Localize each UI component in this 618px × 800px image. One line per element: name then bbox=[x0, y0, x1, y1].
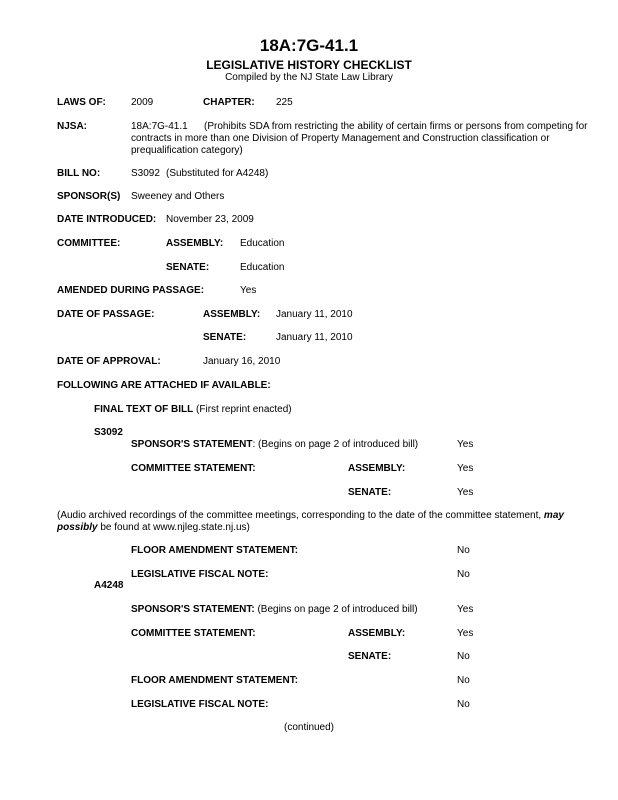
committee-assembly-value: Education bbox=[240, 238, 285, 249]
a4248-fiscal-note-label: LEGISLATIVE FISCAL NOTE: bbox=[131, 699, 269, 710]
date-introduced-label: DATE INTRODUCED: bbox=[57, 214, 157, 225]
audio-note bbox=[57, 510, 607, 534]
a4248-assembly-label: ASSEMBLY: bbox=[348, 628, 406, 639]
passage-assembly-value: January 11, 2010 bbox=[276, 309, 353, 320]
a4248-sponsor-statement-value: Yes bbox=[457, 604, 474, 615]
s3092-sponsor-statement-label: SPONSOR'S STATEMENT bbox=[131, 439, 253, 450]
njsa-description: (Prohibits SDA from restricting the ability of certain firms or persons from competing for contracts in more than one Division of Property Management and Construction classification or prequalification category) bbox=[131, 121, 588, 156]
date-of-passage-label: DATE OF PASSAGE: bbox=[57, 309, 155, 320]
a4248-sponsor-statement bbox=[131, 604, 418, 616]
page-subtitle: LEGISLATIVE HISTORY CHECKLIST bbox=[206, 58, 412, 72]
a4248-floor-amendment-label: FLOOR AMENDMENT STATEMENT: bbox=[131, 675, 299, 686]
audio-note-after: be found at www.njleg.state.nj.us) bbox=[97, 522, 250, 533]
date-of-approval-label: DATE OF APPROVAL: bbox=[57, 356, 161, 367]
page-title: 18A:7G-41.1 bbox=[259, 36, 359, 55]
s3092-senate-value: Yes bbox=[457, 487, 474, 498]
final-text-note: (First reprint enacted) bbox=[196, 404, 292, 415]
laws-of-value: 2009 bbox=[131, 97, 154, 108]
final-text-line bbox=[94, 404, 292, 416]
compiled-by: Compiled by the NJ State Law Library bbox=[225, 72, 393, 83]
a4248-senate-label: SENATE: bbox=[348, 651, 392, 662]
a4248-committee-statement-label: COMMITTEE STATEMENT: bbox=[131, 628, 256, 639]
a4248-sponsor-statement-label: SPONSOR'S STATEMENT: bbox=[131, 604, 255, 615]
s3092-floor-amendment-value: No bbox=[457, 545, 470, 556]
bill-no-note: (Substituted for A4248) bbox=[166, 168, 269, 179]
a4248-floor-amendment-value: No bbox=[457, 675, 470, 686]
a4248-sponsor-statement-note: (Begins on page 2 of introduced bill) bbox=[254, 604, 418, 615]
passage-senate-label: SENATE: bbox=[203, 332, 247, 343]
amended-value: Yes bbox=[240, 285, 257, 296]
njsa-label: NJSA: bbox=[57, 121, 88, 132]
s3092-fiscal-note-value: No bbox=[457, 569, 470, 580]
committee-assembly-label: ASSEMBLY: bbox=[166, 238, 224, 249]
sponsor-label: SPONSOR(S) bbox=[57, 191, 121, 202]
committee-senate-value: Education bbox=[240, 262, 285, 273]
date-of-approval-value: January 16, 2010 bbox=[203, 356, 281, 367]
s3092-assembly-label: ASSEMBLY: bbox=[348, 463, 406, 474]
a4248-assembly-value: Yes bbox=[457, 628, 474, 639]
passage-senate-value: January 11, 2010 bbox=[276, 332, 353, 343]
chapter-value: 225 bbox=[276, 97, 293, 108]
final-text-label: FINAL TEXT OF BILL bbox=[94, 404, 194, 415]
a4248-bill-label: A4248 bbox=[94, 580, 124, 591]
bill-no-value: S3092 bbox=[131, 168, 160, 179]
a4248-senate-value: No bbox=[457, 651, 470, 662]
a4248-fiscal-note-value: No bbox=[457, 699, 470, 710]
committee-senate-label: SENATE: bbox=[166, 262, 210, 273]
s3092-fiscal-note-label: LEGISLATIVE FISCAL NOTE: bbox=[131, 569, 269, 580]
amended-label: AMENDED DURING PASSAGE: bbox=[57, 285, 205, 296]
s3092-committee-statement-label: COMMITTEE STATEMENT: bbox=[131, 463, 256, 474]
s3092-bill-label: S3092 bbox=[94, 427, 123, 438]
continued-note: (continued) bbox=[283, 722, 335, 733]
committee-label: COMMITTEE: bbox=[57, 238, 121, 249]
audio-note-emphasis: may possibly bbox=[57, 510, 564, 533]
audio-note-before: (Audio archived recordings of the committee meetings, corresponding to the date of the committee statement, bbox=[57, 510, 544, 521]
laws-of-label: LAWS OF: bbox=[57, 97, 106, 108]
date-introduced-value: November 23, 2009 bbox=[166, 214, 254, 225]
s3092-sponsor-statement-value: Yes bbox=[457, 439, 474, 450]
attached-heading: FOLLOWING ARE ATTACHED IF AVAILABLE: bbox=[57, 380, 271, 391]
s3092-assembly-value: Yes bbox=[457, 463, 474, 474]
passage-assembly-label: ASSEMBLY: bbox=[203, 309, 261, 320]
bill-no-label: BILL NO: bbox=[57, 168, 101, 179]
chapter-label: CHAPTER: bbox=[203, 97, 255, 108]
s3092-sponsor-statement bbox=[131, 439, 418, 451]
s3092-floor-amendment-label: FLOOR AMENDMENT STATEMENT: bbox=[131, 545, 299, 556]
sponsor-value: Sweeney and Others bbox=[131, 191, 225, 202]
s3092-sponsor-statement-note: : (Begins on page 2 of introduced bill) bbox=[252, 439, 419, 450]
s3092-senate-label: SENATE: bbox=[348, 487, 392, 498]
njsa-code: 18A:7G-41.1 bbox=[131, 121, 188, 132]
